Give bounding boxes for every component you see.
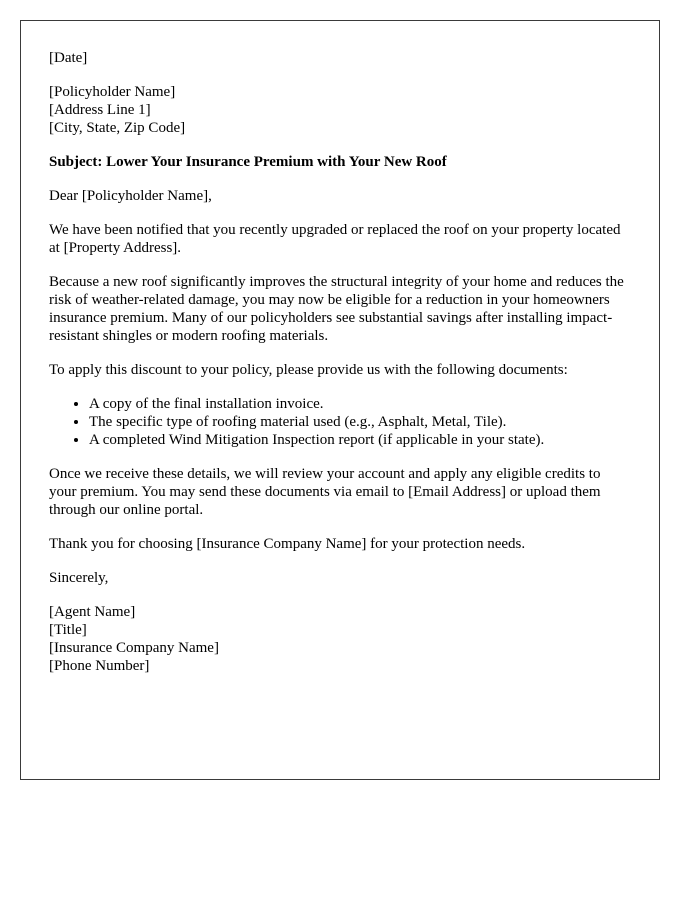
agent-name: [Agent Name] bbox=[49, 604, 136, 620]
phone-number: [Phone Number] bbox=[49, 658, 150, 674]
letter-closing: Sincerely, bbox=[49, 570, 109, 586]
letter-paragraph-request: To apply this discount to your policy, please provide us with the following documents: bbox=[49, 362, 568, 378]
recipient-city-state-zip: [City, State, Zip Code] bbox=[49, 120, 186, 136]
letter-page bbox=[20, 20, 660, 780]
recipient-name: [Policyholder Name] bbox=[49, 84, 176, 100]
letter-paragraph-eligibility: Because a new roof significantly improves the structural integrity of your home and reduces the risk of weather-related damage, you may now be eligible for a reduction in your homeowners insurance premium. Many of our policyholders see substantial savings after installing impact-resistant shingles or modern roofing materials. bbox=[49, 274, 624, 344]
letter-paragraph-next-steps: Once we receive these details, we will review your account and apply any eligible credits to your premium. You may send these documents via email to [Email Address] or upload them through our online portal. bbox=[49, 466, 601, 518]
list-item: • A completed Wind Mitigation Inspection report (if applicable in your state). bbox=[89, 431, 631, 449]
letter-date: [Date] bbox=[49, 50, 88, 66]
letter-paragraph-notification: We have been notified that you recently upgraded or replaced the roof on your property located at [Property Address]. bbox=[49, 222, 621, 256]
letter-subject: Subject: Lower Your Insurance Premium with Your New Roof bbox=[49, 154, 447, 170]
recipient-address-block bbox=[49, 83, 631, 137]
list-item: • The specific type of roofing material used (e.g., Asphalt, Metal, Tile). bbox=[89, 413, 631, 431]
signature-block bbox=[49, 603, 631, 675]
letter-paragraph-thanks: Thank you for choosing [Insurance Company Name] for your protection needs. bbox=[49, 536, 526, 552]
agent-title: [Title] bbox=[49, 622, 87, 638]
recipient-address-line1: [Address Line 1] bbox=[49, 102, 151, 118]
company-name: [Insurance Company Name] bbox=[49, 640, 219, 656]
letter-salutation: Dear [Policyholder Name], bbox=[49, 188, 212, 204]
required-documents-list bbox=[49, 395, 631, 449]
list-item: • A copy of the final installation invoice. bbox=[89, 395, 631, 413]
